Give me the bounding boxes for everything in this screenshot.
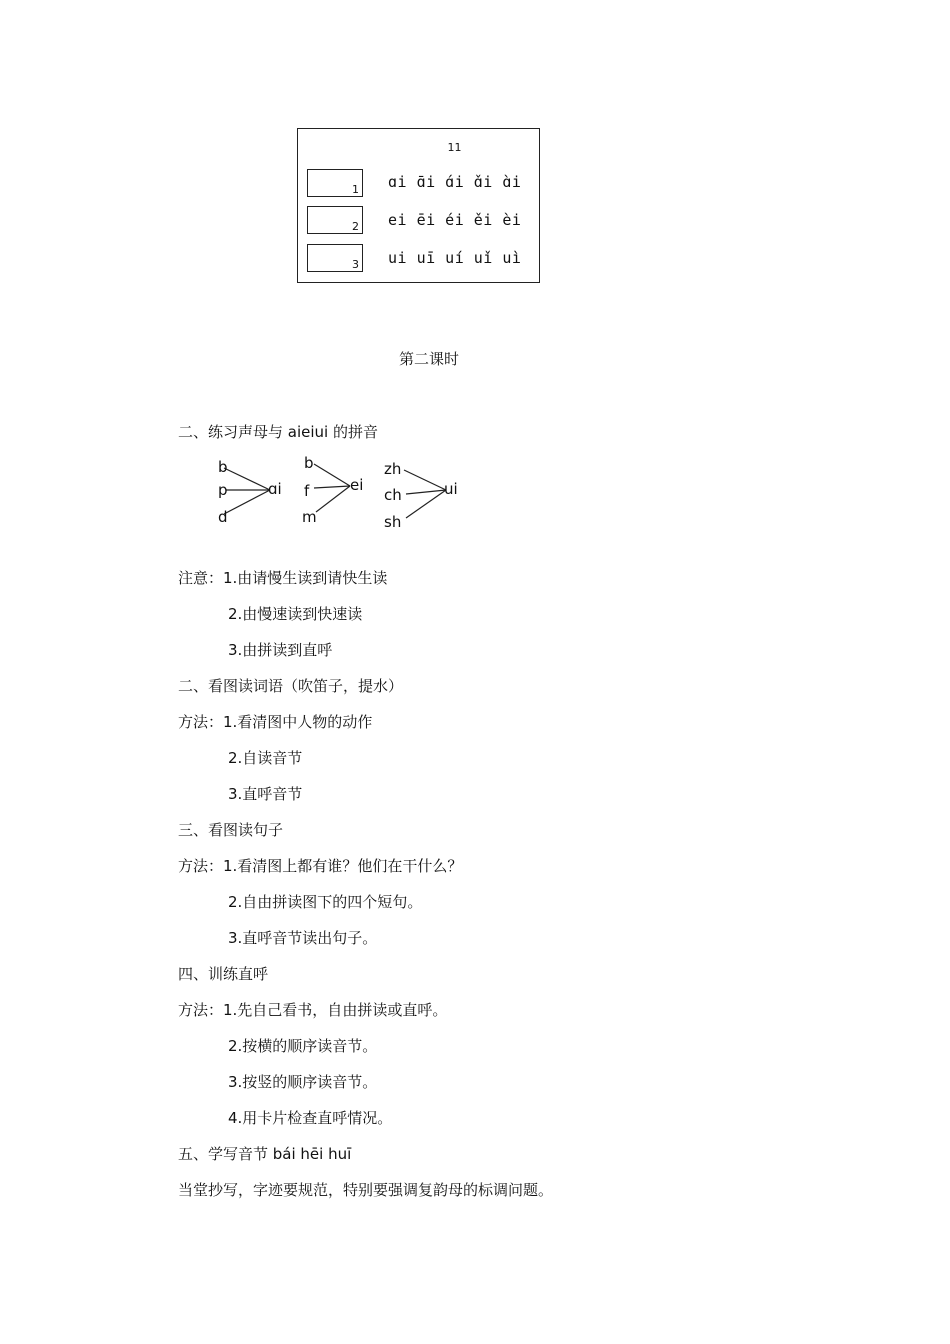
initial-b: b	[304, 454, 314, 472]
pinyin-diagram	[212, 452, 472, 534]
section-practice: 二、练习声母与 aieiui 的拼音	[178, 423, 378, 441]
row-syllables-2: ei ēi éi ěi èi	[388, 211, 522, 229]
final-ai: ɑi	[268, 480, 282, 498]
row-label: 2	[352, 220, 359, 233]
note-line-2: 2.由慢速读到快速读	[228, 605, 363, 623]
row-label: 3	[352, 258, 359, 271]
initial-m: m	[302, 508, 317, 526]
method-line-3: 3.直呼音节	[228, 785, 303, 803]
section-words: 二、看图读词语（吹笛子，提水）	[178, 677, 404, 695]
initial-ch: ch	[384, 486, 402, 504]
syllable-figure	[297, 128, 540, 283]
method-line-5: 2.自由拼读图下的四个短句。	[228, 893, 423, 911]
row-syllables-3: ui uī uí uǐ uì	[388, 249, 522, 267]
section-sentences: 三、看图读句子	[178, 821, 284, 839]
row-box-1	[307, 169, 363, 197]
method-line-10: 4.用卡片检查直呼情况。	[228, 1109, 393, 1127]
method-line-4: 方法：1.看清图上都有谁？他们在干什么？	[178, 857, 463, 875]
initial-p: p	[218, 481, 228, 499]
section-direct-call: 四、训练直呼	[178, 965, 269, 983]
row-box-3	[307, 244, 363, 272]
row-box-2	[307, 206, 363, 234]
row-syllables-1: ɑi ɑ̄i ɑ́i ɑ̌i ɑ̀i	[388, 173, 522, 191]
initial-b: b	[218, 458, 228, 476]
figure-number: 11	[447, 141, 462, 154]
final-ui: ui	[444, 480, 458, 498]
method-line-8: 2.按横的顺序读音节。	[228, 1037, 378, 1055]
initial-d: d	[218, 508, 228, 526]
initial-zh: zh	[384, 460, 402, 478]
note-line-1: 注意：1.由请慢生读到请快生读	[178, 569, 388, 587]
method-line-7: 方法：1.先自己看书，自由拼读或直呼。	[178, 1001, 448, 1019]
row-label: 1	[352, 183, 359, 196]
method-line-9: 3.按竖的顺序读音节。	[228, 1073, 378, 1091]
initial-f: f	[304, 482, 310, 500]
method-line-1: 方法：1.看清图中人物的动作	[178, 713, 373, 731]
note-line-3: 3.由拼读到直呼	[228, 641, 333, 659]
method-line-2: 2.自读音节	[228, 749, 303, 767]
closing-line: 当堂抄写，字迹要规范，特别要强调复韵母的标调问题。	[178, 1181, 554, 1199]
section-writing: 五、学写音节 bái hēi huī	[178, 1145, 352, 1163]
page-title: 第二课时	[398, 350, 459, 368]
final-ei: ei	[350, 476, 364, 494]
method-line-6: 3.直呼音节读出句子。	[228, 929, 378, 947]
initial-sh: sh	[384, 513, 402, 531]
